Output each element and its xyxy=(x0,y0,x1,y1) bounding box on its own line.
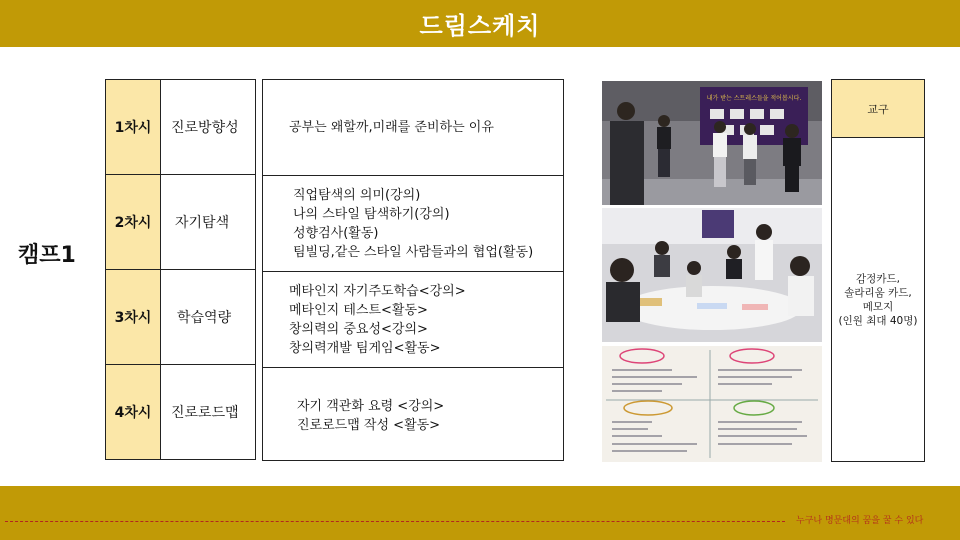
content-line: 자기 객관화 요령 <강의> xyxy=(297,398,445,414)
content-line: 진로로드맵 작성 <활동> xyxy=(297,417,441,433)
session-number: 4차시 xyxy=(106,365,161,460)
content-line: 메타인지 자기주도학습<강의> xyxy=(289,283,466,299)
slide-banner-text: 내가 받는 스트레스들을 적어봅시다. xyxy=(706,95,802,102)
content-line: 직업탐색의 의미(강의) xyxy=(293,187,421,203)
content-line: 메타인지 테스트<활동> xyxy=(289,302,428,318)
session-row xyxy=(106,175,256,270)
content-line: 나의 스타일 탐색하기(강의) xyxy=(293,206,450,222)
session-contents xyxy=(262,79,564,461)
tool-item: 솔라리움 카드, xyxy=(844,287,912,299)
tools-box xyxy=(831,79,925,462)
session-content-1 xyxy=(263,80,563,175)
session-number: 3차시 xyxy=(106,270,161,365)
content-line: 창의력개발 팀게임<활동> xyxy=(289,340,441,356)
page-title: 드림스케치 xyxy=(419,12,541,40)
session-topic xyxy=(161,365,256,460)
camp-label: 캠프1 xyxy=(18,243,76,268)
session-row xyxy=(106,270,256,365)
session-content-3 xyxy=(263,272,563,367)
session-topic-label: 진로로드맵 xyxy=(171,405,239,421)
session-table xyxy=(105,79,256,460)
header-bar xyxy=(0,0,960,47)
session-row xyxy=(106,80,256,175)
session-number: 2차시 xyxy=(106,175,161,270)
footer-slogan: 누구나 명문대의 꿈을 꿀 수 있다 xyxy=(796,516,924,526)
session-topic xyxy=(161,270,256,365)
session-topic xyxy=(161,175,256,270)
tools-header: 교구 xyxy=(832,80,924,138)
session-row xyxy=(106,365,256,460)
tool-item: 메모지 xyxy=(862,301,894,313)
session-topic-label: 진로방향성 xyxy=(171,120,239,136)
session-content-2 xyxy=(263,176,563,271)
content-line: 팀빌딩,같은 스타일 사람들과의 협업(활동) xyxy=(293,244,534,260)
footer-divider xyxy=(5,521,785,523)
chart-paper-photo-image xyxy=(602,346,822,462)
session-topic-label: 자기탐색 xyxy=(175,215,230,231)
content-line: 창의력의 중요성<강의> xyxy=(289,321,428,337)
tool-item: 감정카드, xyxy=(856,273,900,285)
presentation-photo-image xyxy=(602,81,822,205)
footer-bar xyxy=(0,486,960,540)
photo-group-activity xyxy=(602,208,822,342)
session-topic xyxy=(161,80,256,175)
session-topic-label: 학습역량 xyxy=(177,310,232,326)
session-number: 1차시 xyxy=(106,80,161,175)
content-line: 성향검사(활동) xyxy=(293,225,379,241)
tool-item: (인원 최대 40명) xyxy=(838,315,918,327)
tools-list xyxy=(832,138,924,462)
photo-presentation xyxy=(602,81,822,205)
content-line: 공부는 왜할까,미래를 준비하는 이유 xyxy=(289,120,494,135)
group-activity-photo-image xyxy=(602,208,822,342)
photo-chart-paper xyxy=(602,346,822,462)
session-content-4 xyxy=(263,368,563,463)
